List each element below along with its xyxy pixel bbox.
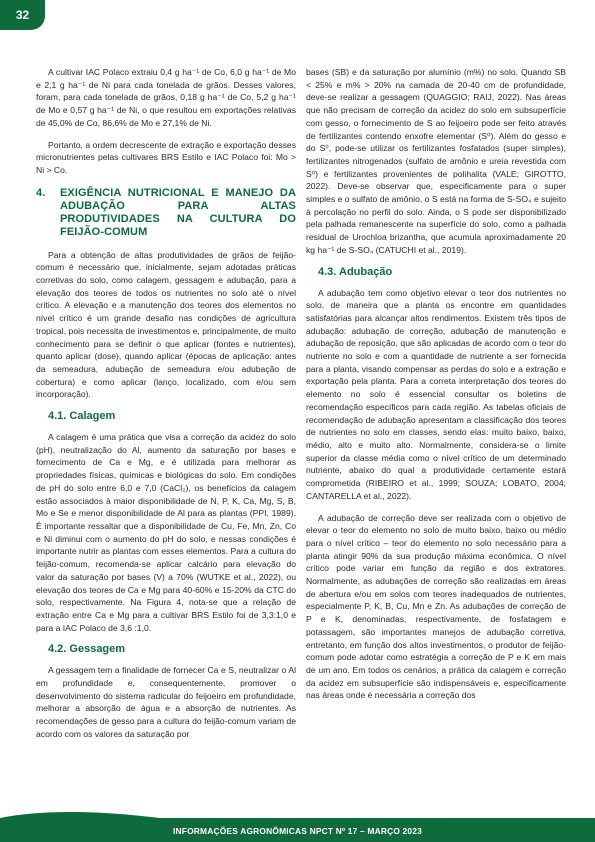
paragraph: A gessagem tem a finalidade de fornecer Ca e S, neutralizar o Al em profundidade e, consequentemente, promover o desenvolvimento do sistema radicular do feijoeiro em profundidade, melhorar a absorção de água e a absorção de nutrientes. As recomendações de gesso para a cultura do feijão-comum variam de acordo com os valores da saturação por [36, 665, 296, 739]
paragraph: A adubação tem como objetivo elevar o teor dos nutrientes no solo, de maneira que a planta os encontre em quantidades satisfatórias para alcançar altos rendimentos. Existem três tipos de adubação: adubação de correção, adubação de manutenção e adubação de reposição, que são aplicadas de acordo com o teor do nutriente no solo e com a quantidade de nutriente a ser fornecida para a planta, visando compensar as perdas do solo e a extração e exportação pela planta. Para a correta interpretação dos teores do elemento no solo é essencial consultar os boletins de recomendação específicos para cada região. As tabelas oficiais de recomendação de adubação apresentam a classificação dos teores de nutrientes no solo em classes, sendo elas: muito baixo, baixo, médio, alto e muito alto. Normalmente, considera-se o limite superior da classe média como o nível crítico de um determinado nutriente, abaixo do qual a produtividade certamente estará comprometida (RIBEIRO et al., 1999; SOUZA; LOBATO, 2004; CANTARELLA et al., 2022). [306, 287, 566, 501]
right-column [306, 66, 566, 711]
paragraph: A cultivar IAC Polaco extraiu 0,4 g ha⁻¹ de Co, 6,0 g ha⁻¹ de Mo e 2,1 g ha⁻¹ de Ni para cada tonelada de grãos. Desses valores, foram, para cada tonelada de grãos, 0,18 g ha⁻¹ de Co, 5,2 g ha⁻¹ de Mo e 0,57 g ha⁻¹ de Ni, o que resultou em exportações relativas de 45,0% de Co, 86,6% de Mo e 27,1% de Ni. [36, 67, 296, 128]
paragraph: A adubação de correção deve ser realizada com o objetivo de elevar o teor do elemento no solo de muito baixo, baixo ou médio para o nível crítico – teor do elemento no solo necessário para a planta atingir 90% da sua produção máxima econômica. O nível crítico pode variar em função da região e dos extratores. Normalmente, as adubações de correção são realizadas em áreas de abertura e/ou em solos com teores inadequados de nutrientes, especialmente P, K, B, Cu, Mn e Zn. As adubações de correção de P e K, denominadas, respectivamente, de fosfatagem e potassagem, são importantes manejos de adubação corretiva, entretanto, em função dos altos investimentos, o produtor de feijão-comum pode adotar como estratégia a correção de P e K em mais de um ano. Em todos os cenários, a prática da calagem e correção da acidez em subsuperfície são indispensáveis e, especificamente nas áreas onde é necessária a correção dos [306, 512, 566, 701]
subsection-heading-gessagem: 4.2. Gessagem [48, 643, 126, 656]
subsection-heading-adubacao: 4.3. Adubação [318, 265, 393, 278]
subsection-heading-calagem: 4.1. Calagem [48, 410, 116, 423]
paragraph: Para a obtenção de altas produtividades de grãos de feijão-comum é necessário que, inicialmente, sejam adotadas práticas corretivas do solo, como calagem, gessagem e adubação, para a elevação dos teores de todos os nutrientes no solo até o nível crítico. A elevação e a manutenção dos teores dos elementos no nível crítico é um grande desafio nas condições de agricultura tropical, pois necessita de investimentos e, principalmente, de muito conhecimento para se definir o que aplicar (fontes e nutrientes), quanto aplicar (dose), quando aplicar (épocas de aplicação: antes da semeadura, adubação de semeadura e/ou adubação de cobertura) e como aplicar (lanço, localizado, com e/ou sem incorporação). [36, 249, 296, 400]
section-number: 4. [36, 186, 46, 199]
section-title: EXIGÊNCIA NUTRICIONAL E MANEJO DA ADUBAÇÃO PARA ALTAS PRODUTIVIDADES NA CULTURA DO FEIJÃO-COMUM [60, 186, 296, 238]
left-column [36, 66, 296, 750]
footer-text: INFORMAÇÕES AGRONÔMICAS NPCT Nº 17 – MARÇO 2023 [172, 826, 422, 836]
page-number: 32 [0, 0, 45, 30]
section-heading [36, 187, 296, 239]
paragraph: bases (SB) e da saturação por alumínio (m%) no solo. Quando SB < 25% e m% > 20% na camada de 20-40 cm de profundidade, deve-se realizar a gessagem (QUAGGIO; RAIJ, 2022). Nas áreas que não precisam de correção da acidez do solo em subsuperfície com gesso, o fornecimento de S ao feijoeiro pode ser feito através de fertilizantes contendo enxofre elementar (S⁰). Além do gesso e do S⁰, pode-se utilizar os fertilizantes fosfatados (super simples), fertilizantes nitrogenados (sulfato de amônio e ureia revestida com S⁰) e fertilizantes provenientes de polihalita (VALE; GIROTTO, 2022). Deve-se observar que, especificamente para o super simples e o sulfato de amônio, o S está na forma de S-SO₄ e sujeito à percolação no perfil do solo. Ainda, o S pode ser disponibilizado pela palhada remanescente na superfície do solo, como a palhada residual de Urochloa brizantha, que acumula aproximadamente 20 kg ha⁻¹ de S-SO₄ (CATUCHI et al., 2019). [306, 67, 566, 255]
paragraph: Portanto, a ordem decrescente de extração e exportação desses micronutrientes pelas cultivares BRS Estilo e IAC Polaco foi: Mo > Ni > Co. [36, 139, 296, 175]
paragraph: A calagem é uma prática que visa a correção da acidez do solo (pH), neutralização do Al, aumento da saturação por bases e fornecimento de Ca e Mg, e é utilizada para melhorar as propriedades físicas, químicas e biológicas do solo. Em condições de pH do solo entre 6,0 e 7,0 (CaCl₂), os benefícios da calagem estão associados à maior disponibilidade de N, P, K, Ca, Mg, S, B, Mo e Se e menor disponibilidade de Al para as plantas (PPI, 1989). É importante ressaltar que a disponibilidade de Cu, Fe, Mn, Zn, Co e Ni diminui com o aumento do pH do solo, e nessas condições é importante nutrir as plantas com esses elementos. Para a cultura do feijão-comum, recomenda-se aplicar calcário para elevação do valor da saturação por bases (V) a 70% (WUTKE et al., 2022), ou elevação dos teores de Ca e Mg para 40-60% e 15-20% da CTC do solo, respectivamente. Na Figura 4, nota-se que a relação de extração entre Ca e Mg para a cultivar BRS Estilo foi de 3,3:1,0 e para a IAC Polaco de 3,6 :1,0. [36, 432, 296, 633]
